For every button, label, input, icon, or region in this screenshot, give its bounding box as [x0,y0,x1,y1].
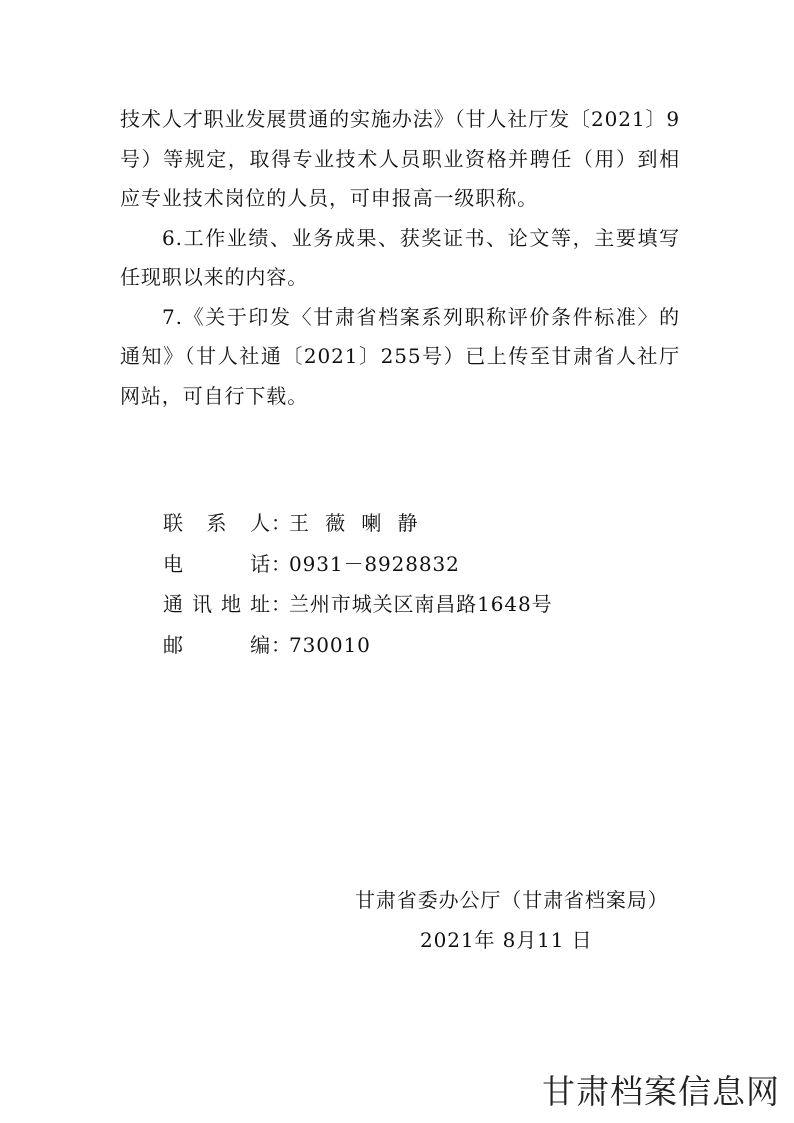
site-watermark: 甘肃档案信息网 [542,1072,780,1111]
contact-person-row [163,503,553,544]
phone-label: 电话 [163,551,271,576]
postcode-label: 邮编 [163,632,271,657]
postcode-colon: ： [271,632,292,657]
address-label: 通讯地址 [163,592,271,616]
paragraph-item-6: 6.工作业绩、业务成果、获奖证书、论文等，主要填写任现职以来的内容。 [120,225,680,289]
postcode-row [163,625,553,666]
address-value: 兰州市城关区南昌路1648号 [289,592,553,616]
address-colon: ： [271,592,292,616]
contact-person-label: 联系人 [163,511,271,535]
paragraph-item-7: 7.《关于印发〈甘肃省档案系列职称评价条件标准〉的通知》（甘人社通〔2021〕255号）已上传至甘肃省人社厅网站，可自行下载。 [120,304,680,408]
signature-block [355,880,685,960]
address-row [163,584,553,625]
phone-colon: ： [271,551,292,576]
contact-person-colon: ： [271,511,292,535]
phone-row [163,544,553,585]
document-body [120,100,680,416]
postcode-value: 730010 [289,632,371,657]
contact-info [163,503,553,665]
phone-value: 0931－8928832 [289,551,460,576]
paragraph-continuation: 技术人才职业发展贯通的实施办法》（甘人社厅发〔2021〕9号）等规定，取得专业技术人员职业资格并聘任（用）到相应专业技术岗位的人员，可申报高一级职称。 [120,107,680,210]
issuing-organization: 甘肃省委办公厅（甘肃省档案局） [355,888,669,912]
issue-date: 2021年 8月11 日 [420,928,593,952]
contact-person-value: 王 薇 喇 静 [289,511,419,535]
